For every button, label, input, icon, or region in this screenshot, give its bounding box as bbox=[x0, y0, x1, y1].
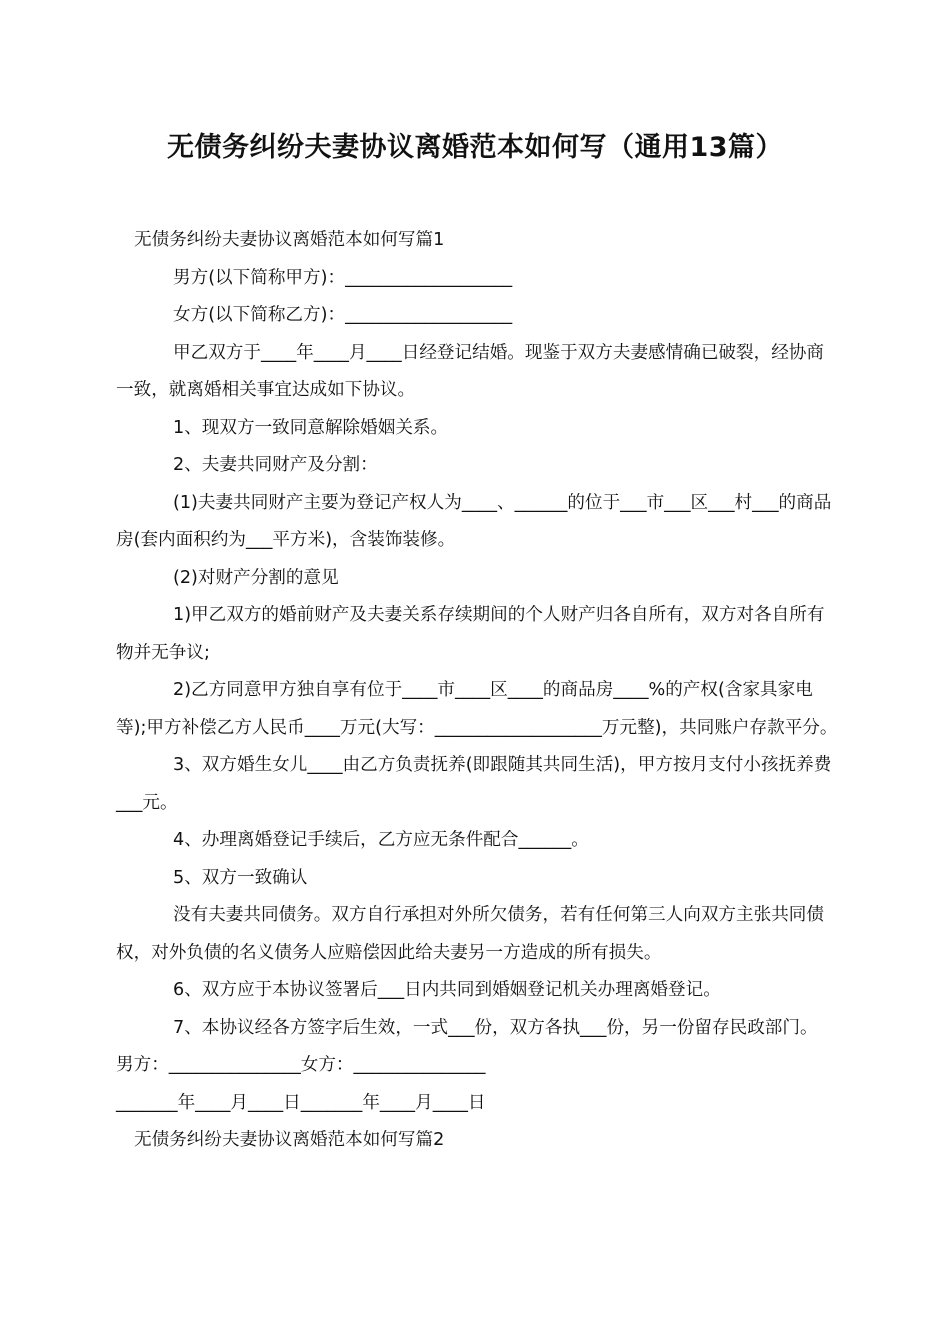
clause-1: 1、现双方一致同意解除婚姻关系。 bbox=[173, 417, 449, 438]
document-body bbox=[116, 222, 838, 1160]
clause-6: 6、双方应于本协议签署后___日内共同到婚姻登记机关办理离婚登记。 bbox=[173, 980, 721, 1000]
man-party-line: 男方(以下简称甲方)：___________________ bbox=[173, 267, 513, 288]
intro-paragraph: 甲乙双方于____年____月____日经登记结婚。现鉴于双方夫妻感情确已破裂，经协商一致，就离婚相关事宜达成如下协议。 bbox=[116, 342, 824, 400]
clause-2-1: (1)夫妻共同财产主要为登记产权人为____、______的位于___市___区___村___的商品房(套内面积约为___平方米)，含装饰装修。 bbox=[116, 492, 832, 550]
clause-5-text: 没有夫妻共同债务。双方自行承担对外所欠债务，若有任何第三人向双方主张共同债权，对外负债的名义债务人应赔偿因此给夫妻另一方造成的所有损失。 bbox=[116, 905, 824, 963]
clause-4: 4、办理离婚登记手续后，乙方应无条件配合______。 bbox=[173, 830, 589, 850]
clause-2-2-2: 2)乙方同意甲方独自享有位于____市____区____的商品房____%的产权(含家具家电等);甲方补偿乙方人民币____万元(大写：___________________万元整)，共同账户存款平分。 bbox=[116, 680, 838, 738]
clause-5: 5、双方一致确认 bbox=[173, 867, 308, 888]
document-title: 无债务纠纷夫妻协议离婚范本如何写（通用13篇） bbox=[166, 132, 784, 163]
clause-2-2-1: 1)甲乙双方的婚前财产及夫妻关系存续期间的个人财产归各自所有，双方对各自所有物并无争议; bbox=[116, 605, 825, 663]
section-heading: 无债务纠纷夫妻协议离婚范本如何写篇1 bbox=[134, 230, 445, 250]
clause-7: 7、本协议经各方签字后生效，一式___份，双方各执___份，另一份留存民政部门。 bbox=[173, 1017, 818, 1038]
section-heading-2: 无债务纠纷夫妻协议离婚范本如何写篇2 bbox=[134, 1130, 445, 1150]
clause-2-2: (2)对财产分割的意见 bbox=[173, 567, 339, 588]
signature-line: 男方：_______________女方：_______________ bbox=[116, 1055, 486, 1075]
date-line: _______年____月____日_______年____月____日 bbox=[116, 1092, 486, 1113]
clause-2: 2、夫妻共同财产及分割： bbox=[173, 455, 378, 475]
clause-3: 3、双方婚生女儿____由乙方负责抚养(即跟随其共同生活)，甲方按月支付小孩抚养费___元。 bbox=[116, 755, 832, 813]
woman-party-line: 女方(以下简称乙方)：___________________ bbox=[173, 305, 513, 325]
